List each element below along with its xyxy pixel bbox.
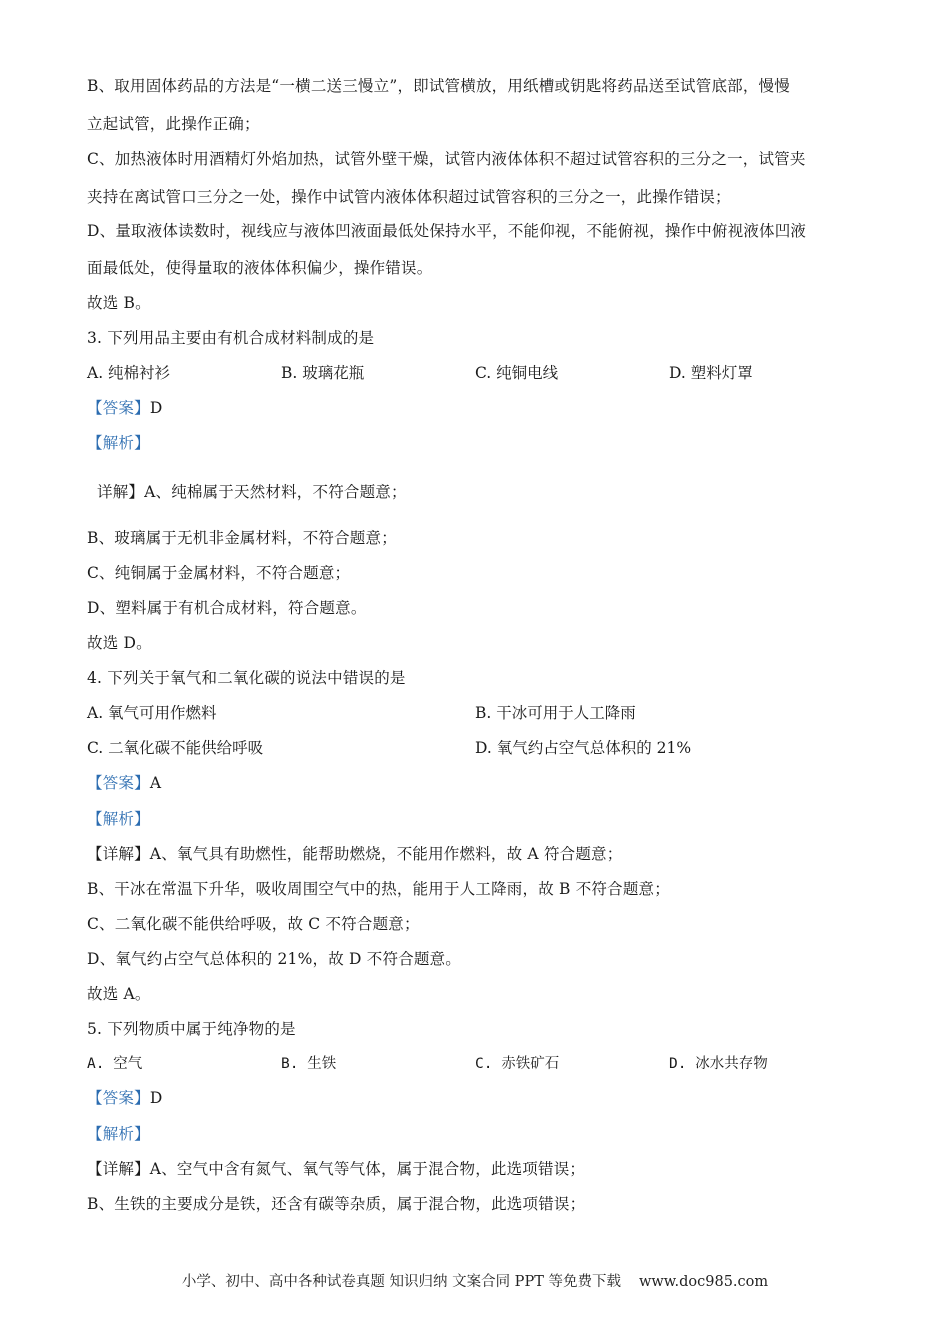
q4-option-d: D. 氧气约占空气总体积的 21% — [475, 739, 692, 757]
q3-explain-d: D、塑料属于有机合成材料，符合题意。 — [87, 599, 367, 617]
q4-option-c: C. 二氧化碳不能供给呼吸 — [87, 739, 264, 757]
q3-analysis-tag: 【解析】 — [87, 434, 150, 452]
answer-value: A — [149, 774, 162, 792]
q4-detail: 【详解】A、氧气具有助燃性，能帮助燃烧，不能用作燃料，故 A 符合题意； — [87, 845, 623, 863]
q5-analysis-tag: 【解析】 — [87, 1125, 150, 1143]
q4-explain-c: C、二氧化碳不能供给呼吸，故 C 不符合题意； — [87, 915, 420, 933]
q5-option-a: A. 空气 — [87, 1056, 143, 1072]
q5-option-c: C. 赤铁矿石 — [475, 1056, 560, 1072]
q4-choose: 故选 A。 — [87, 985, 151, 1003]
q2-option-b-line2: 立起试管，此操作正确； — [87, 115, 260, 133]
q4-answer — [87, 773, 161, 793]
q4-explain-b: B、干冰在常温下升华，吸收周围空气中的热，能用于人工降雨，故 B 不符合题意； — [87, 880, 670, 898]
answer-tag: 【答案】 — [87, 774, 150, 792]
q2-option-d-line1: D、量取液体读数时，视线应与液体凹液面最低处保持水平，不能仰视，不能俯视，操作中俯视液体凹液 — [87, 222, 807, 240]
answer-value: D — [149, 399, 163, 417]
q2-option-c-line2: 夹持在离试管口三分之一处，操作中试管内液体体积超过试管容积的三分之一，此操作错误； — [87, 188, 731, 206]
q3-explain-b: B、玻璃属于无机非金属材料，不符合题意； — [87, 529, 397, 547]
answer-tag: 【答案】 — [87, 1089, 150, 1107]
page-footer — [0, 1270, 950, 1291]
q3-answer — [87, 398, 162, 418]
q2-option-d-line2: 面最低处，使得量取的液体体积偏少，操作错误。 — [87, 259, 433, 277]
q3-option-d: D. 塑料灯罩 — [669, 364, 753, 382]
q4-option-a: A. 氧气可用作燃料 — [87, 704, 217, 722]
q5-option-b: B. 生铁 — [281, 1056, 337, 1072]
q5-stem: 5. 下列物质中属于纯净物的是 — [87, 1020, 296, 1038]
answer-value: D — [149, 1089, 163, 1107]
footer-url[interactable]: www.doc985.com — [638, 1274, 769, 1290]
q3-option-a: A. 纯棉衬衫 — [87, 364, 171, 382]
q2-option-c-line1: C、加热液体时用酒精灯外焰加热，试管外壁干燥，试管内液体体积不超过试管容积的三分之一，试管夹 — [87, 150, 806, 168]
q4-stem: 4. 下列关于氧气和二氧化碳的说法中错误的是 — [87, 669, 406, 687]
q3-choose: 故选 D。 — [87, 634, 152, 652]
q4-option-b: B. 干冰可用于人工降雨 — [475, 704, 636, 722]
q5-answer — [87, 1088, 162, 1108]
q5-detail: 【详解】A、空气中含有氮气、氧气等气体，属于混合物，此选项错误； — [87, 1160, 586, 1178]
q3-explain-c: C、纯铜属于金属材料，不符合题意； — [87, 564, 351, 582]
answer-tag: 【答案】 — [87, 399, 150, 417]
q4-explain-d: D、氧气约占空气总体积的 21%，故 D 不符合题意。 — [87, 950, 461, 968]
q3-option-c: C. 纯铜电线 — [475, 364, 559, 382]
q3-option-b: B. 玻璃花瓶 — [281, 364, 365, 382]
q3-stem: 3. 下列用品主要由有机合成材料制成的是 — [87, 329, 375, 347]
q4-analysis-tag: 【解析】 — [87, 810, 150, 828]
q3-detail: 详解】A、纯棉属于天然材料，不符合题意； — [97, 483, 407, 501]
q5-explain-b: B、生铁的主要成分是铁，还含有碳等杂质，属于混合物，此选项错误； — [87, 1195, 586, 1213]
q2-option-b-line1: B、取用固体药品的方法是“一横二送三慢立”，即试管横放，用纸槽或钥匙将药品送至试管底部，慢慢 — [87, 77, 790, 95]
footer-text: 小学、初中、高中各种试卷真题 知识归纳 文案合同 PPT 等免费下载 — [181, 1274, 621, 1290]
q5-option-d: D. 冰水共存物 — [669, 1056, 768, 1072]
q2-choose: 故选 B。 — [87, 294, 151, 312]
